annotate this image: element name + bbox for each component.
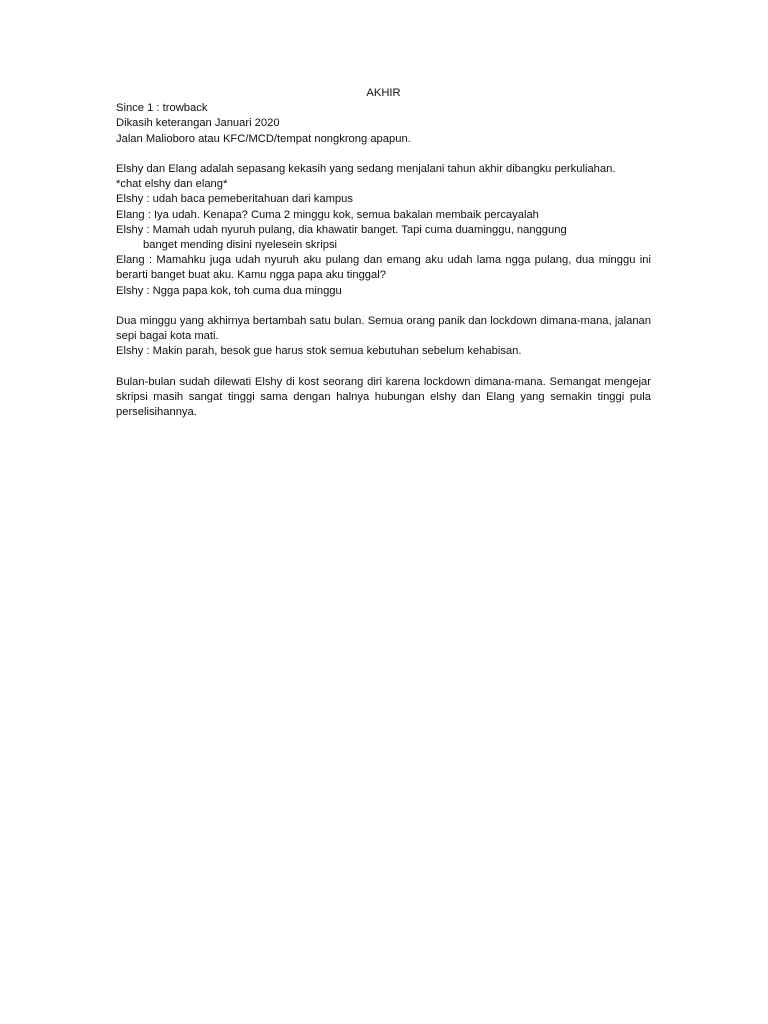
chat-line: Elang : Iya udah. Kenapa? Cuma 2 minggu kok, semua bakalan membaik percayalah (116, 208, 539, 221)
paragraph-gap (116, 360, 651, 375)
intro-paragraph: Elshy dan Elang adalah sepasang kekasih yang sedang menjalani tahun akhir dibangku perkuliahan. (116, 163, 616, 175)
chat-line-continuation: banget mending disini nyelesein skripsi (143, 239, 338, 252)
paragraph-gap (116, 147, 651, 162)
paragraph-lockdown: Dua minggu yang akhirnya bertambah satu bulan. Semua orang panik dan lockdown dimana-mana, jalanan sepi bagai kota mati. (116, 315, 651, 343)
document-title: AKHIR (366, 87, 401, 99)
header-line-date: Dikasih keterangan Januari 2020 (116, 117, 280, 130)
paragraph-months: Bulan-bulan sudah dilewati Elshy di kost seorang diri karena lockdown dimana-mana. Semangat mengejar skripsi masih sangat tinggi sama dengan halnya hubungan elshy dan Elang yang semakin tinggi pula perselisihannya. (116, 375, 651, 419)
chat-line: Elshy : Makin parah, besok gue harus stok semua kebutuhan sebelum kehabisan. (116, 345, 522, 358)
chat-line: Elang : Mamahku juga udah nyuruh aku pulang dan emang aku udah lama ngga pulang, dua minggu ini berarti banget buat aku. Kamu ngga papa aku tinggal? (116, 254, 651, 282)
chat-line: Elshy : Mamah udah nyuruh pulang, dia khawatir banget. Tapi cuma duaminggu, nanggung (116, 223, 567, 236)
header-line-since: Since 1 : trowback (116, 102, 208, 115)
paragraph-gap (116, 299, 651, 314)
header-line-location: Jalan Malioboro atau KFC/MCD/tempat nongkrong apapun. (116, 132, 411, 145)
document-page (116, 86, 651, 420)
chat-line: Elshy : Ngga papa kok, toh cuma dua minggu (116, 284, 342, 297)
chat-line: Elshy : udah baca pemeberitahuan dari kampus (116, 193, 353, 206)
chat-label: *chat elshy dan elang* (116, 178, 228, 191)
